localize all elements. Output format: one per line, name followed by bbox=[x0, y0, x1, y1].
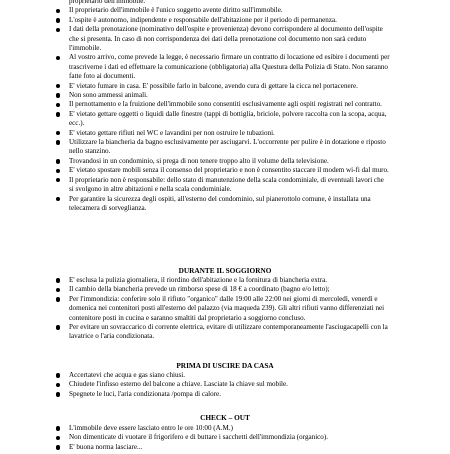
list-item: Chiudete l'infisso esterno del balcone a chiave. Lasciate la chiave sul mobile. bbox=[56, 380, 390, 389]
list-item: Per evitare un sovraccarico di corrente elettrica, evitare di utilizzare contemporaneamente l'asciugacapelli con la lavatrice o l'aria condizionata. bbox=[56, 323, 390, 342]
list-item: Spegnete le luci, l'aria condizionata /pompa di calore. bbox=[56, 390, 390, 399]
heading-prima-di-uscire: PRIMA DI USCIRE DA CASA bbox=[176, 361, 274, 370]
bullet-icon bbox=[56, 426, 60, 430]
bullet-icon bbox=[56, 178, 60, 182]
bullet-icon bbox=[56, 278, 60, 282]
heading-durante-il-soggiorno: DURANTE IL SOGGIORNO bbox=[178, 266, 272, 275]
list-item: Per l'immondizia: conferire solo il rifiuto "organico" dalle 19:00 alle 22:00 nei giorni di mercoledì, venerdì e domenica nei contenitori posti all'esterno del palazzo (via maqueda 239). Gli altri rifiuti vanno differenziati nei contenitore posti in cucina e saranno smaltiti dal proprietario a soggiorno concluso. bbox=[56, 295, 390, 323]
bullet-icon bbox=[56, 28, 60, 32]
list-item: E' vietato gettare rifiuti nel WC e lavandini per non ostruire le tubazioni. bbox=[56, 129, 390, 138]
list-item: E' vietato spostare mobili senza il consenso del proprietario e non è consentito staccare il modem wi-fi dal muro. bbox=[56, 166, 390, 175]
bullet-icon bbox=[56, 445, 60, 449]
list-item: Non sono ammessi animali. bbox=[56, 91, 390, 100]
bullet-icon bbox=[56, 169, 60, 173]
list-item: Il proprietario non è responsabile: dello stato di manutenzione della scala condominiale, di eventuali lavori che si svolgono in altre abitazioni e nella scala condominiale. bbox=[56, 176, 390, 195]
bullet-icon bbox=[56, 93, 60, 97]
checkout-rules-list bbox=[56, 424, 390, 452]
bullet-icon bbox=[56, 56, 60, 60]
list-item: L'immobile deve essere lasciato entro le ore 10:00 (A.M.) bbox=[56, 424, 390, 433]
bullet-icon bbox=[56, 325, 60, 329]
continued-text: proprietario dell'immobile. bbox=[69, 0, 146, 5]
bullet-icon bbox=[56, 383, 60, 387]
leaving-rules-list bbox=[56, 371, 390, 399]
list-item: Per garantire la sicurezza degli ospiti, all'esterno del condominio, sul pianerottolo comune, è installata una telecamera di sorveglianza. bbox=[56, 195, 390, 214]
bullet-icon bbox=[56, 140, 60, 144]
bullet-icon bbox=[56, 288, 60, 292]
list-item: Accertatevi che acqua e gas siano chiusi. bbox=[56, 371, 390, 380]
list-item: E' vietato fumare in casa. E' possibile farlo in balcone, avendo cura di gettare la cicca nel portacenere. bbox=[56, 82, 390, 91]
bullet-icon bbox=[56, 84, 60, 88]
bullet-icon bbox=[56, 392, 60, 396]
bullet-icon bbox=[56, 297, 60, 301]
bullet-icon bbox=[56, 159, 60, 163]
bullet-icon bbox=[56, 9, 60, 13]
list-item: Trovandosi in un condominio, si prega di non tenere troppo alto il volume della televisione. bbox=[56, 157, 390, 166]
heading-check-out: CHECK – OUT bbox=[200, 413, 250, 422]
bullet-icon bbox=[56, 131, 60, 135]
bullet-icon bbox=[56, 112, 60, 116]
list-item: Il cambio della biancheria prevede un rimborso spese di 18 € a coordinato (bagno e/o letto); bbox=[56, 285, 390, 294]
bullet-icon bbox=[56, 197, 60, 201]
list-item: Non dimenticate di vuotare il frigorifero e di buttare i sacchetti dell'immondizia (organico). bbox=[56, 433, 390, 442]
list-item: E' buona norma lasciare... bbox=[56, 443, 390, 452]
list-item: E' vietato gettare oggetti o liquidi dalle finestre (tappi di bottiglia, briciole, polvere raccolta con la scopa, acqua, ecc.). bbox=[56, 110, 390, 129]
bullet-icon bbox=[56, 373, 60, 377]
list-item: E' esclusa la pulizia giornaliera, il riordino dell'abitazione e la fornitura di biancheria extra. bbox=[56, 276, 390, 285]
list-item: I dati della prenotazione (nominativo dell'ospite e provenienza) devono corrispondere al documento dell'ospite che si presenta. In caso di non corrispondenza dei dati della prenotazione col documento non sarà ceduto l'immobile. bbox=[56, 25, 390, 53]
bullet-icon bbox=[56, 18, 60, 22]
bullet-icon bbox=[56, 103, 60, 107]
list-item: L'ospite è autonomo, indipendente e responsabile dell'abitazione per il periodo di permanenza. bbox=[56, 16, 390, 25]
list-item: Il proprietario dell'immobile è l'unico soggetto avente diritto sull'immobile. bbox=[56, 6, 390, 15]
list-item: Il pernottamento e la fruizione dell'immobile sono consentiti esclusivamente agli ospiti registrati nel contratto. bbox=[56, 100, 390, 109]
general-rules-list bbox=[56, 6, 390, 213]
stay-rules-list bbox=[56, 276, 390, 342]
list-item: Utilizzare la biancheria da bagno esclusivamente per asciugarvi. L'occorrente per pulire è in dotazione e riposto nello stanzino. bbox=[56, 138, 390, 157]
list-item: Al vostro arrivo, come prevede la legge, è necessario firmare un contratto di locazione ed esibire i documenti per trascriverne i dati ed effettuare la comunicazione (obbligatoria) alla Questura della Polizia di Stato. Non saranno fatte foto ai documenti. bbox=[56, 53, 390, 81]
bullet-icon bbox=[56, 436, 60, 440]
